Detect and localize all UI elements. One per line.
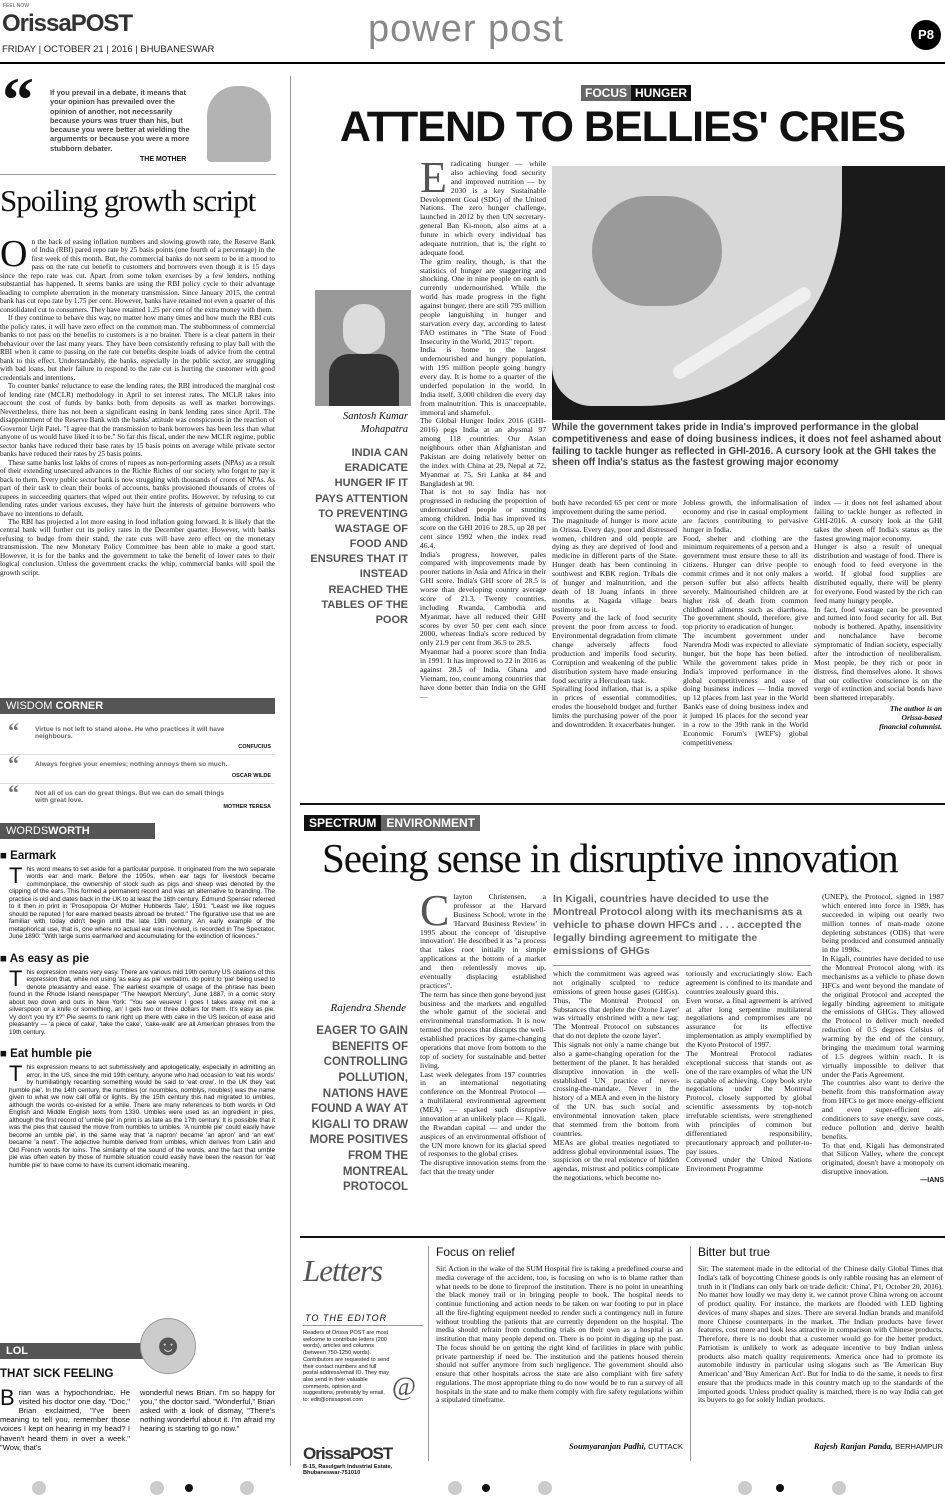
letter2-sign bbox=[698, 1441, 943, 1451]
wisdom-text: Not all of us can do great things. But we can do small things with great love. bbox=[35, 790, 225, 804]
reg-dot bbox=[240, 1481, 254, 1495]
hunger-byline: Santosh Kumar Mohapatra bbox=[342, 411, 408, 435]
wisdom-label-b: CORNER bbox=[55, 700, 104, 712]
innovation-byline: Rajendra Shende bbox=[330, 1002, 406, 1014]
quote-mark-icon: “ bbox=[8, 751, 19, 776]
shirt-shape bbox=[329, 354, 399, 406]
innovation-callout: In Kigali, countries have decided to use the Montreal Protocol along with its mechanisms as a vehicle to phase down HFCs and . . . accepted the legally binding agreement to mitigate the emissions of GHGs bbox=[553, 893, 803, 958]
word-entry bbox=[0, 850, 275, 941]
letter1-place: CUTTACK bbox=[648, 1442, 683, 1451]
drop-cap: E bbox=[420, 153, 447, 202]
rule bbox=[553, 965, 811, 966]
word-entry bbox=[0, 953, 275, 1036]
hunger-pull-quote: INDIA CAN ERADICATE HUNGER IF IT PAYS ATTENTION TO PREVENTING WASTAGE OF FOOD AND ENSURES THAT IT INSTEAD REACHED THE TABLES OF THE POOR bbox=[310, 447, 408, 626]
hunger-c4: index — it does not feel ashamed about failing to tackle hunger as reflected in GHI-2016. A cursory look at the GHI takes the sheen off India's status as the fastest growing major economy. Hunger is also a result of unequal distribution and wastage of food. There is enough food to feed everyone in the world. If global food supplies are distributed equally, there will be plenty for everyone. Food wasted by the rich can feed many hungry people. In fact, food wastage can be prevented and turned into food security for all. But nobody is bothered. Apathy, insensitivity and nonchalance have become symptomatic of Indian society, especially after the introduction of neoliberalism. Most people, be they rich or poor in distress, find themselves alone. It shows that our collective conscience is on the verge of extinction and social bonds have been shattered irreparably. bbox=[814, 498, 942, 703]
lol-col1 bbox=[0, 1385, 130, 1452]
wisdom-item bbox=[0, 780, 275, 814]
drop-cap: T bbox=[9, 863, 23, 888]
rule bbox=[303, 1325, 423, 1326]
word-text-body: his expression means to act submissively and apologetically, especially in admitting an error. In the US, since the mid 19th century, anyone who had occasion to 'eat his words' by humiliatingly recanting something would be said to 'eat crow'. In the UK they 'eat humble pie'. In the 14th century, the numbles (or noumbles, nomblys, noubles) was the name given to what we now call offal or lights. By the 15th century this had migrated to umbles, although the words co-existed for a while. There are many references to both words in Old English and Middle English texts from 1330. Umbles were used as an ingredient in pies, although the first record of 'umble pie' in print is as late as the 17th century. It is possible that it was the pies that caused the move from numbles to umbles. 'A numble pie' could easily have become an umble pie', in the same way that 'a napron' became 'an apron' and 'an ewt' became 'a newt'. The adjective humble derived from umbles, which derives from Latin and Old French words for loins. The similarity of the sound of the words, and the fact that umble pie was often eaten by those of humble situation could easily have been the reason for 'eat humble pie' to have come to have its current idiomatic meaning. bbox=[9, 1064, 275, 1169]
spectrum-tag-b: ENVIRONMENT bbox=[381, 815, 480, 831]
author-note-a: The author is an bbox=[889, 704, 942, 714]
letters-brand-pre: Orissa bbox=[303, 1444, 350, 1463]
reg-dot bbox=[738, 1481, 752, 1495]
photo-caption: While the government takes pride in India's improved performance in the global competitiveness and ease of doing business indices, it does not feel ashamed about failing to tackle hunger as reflected in GHI-2016. A cursory look at the GHI takes the sheen off India's status as the fastest growing major economy bbox=[552, 422, 942, 469]
laughing-face-icon: ☻ bbox=[140, 1318, 196, 1374]
wisdom-item bbox=[0, 751, 275, 783]
wisdom-list bbox=[0, 718, 275, 814]
rule bbox=[0, 174, 276, 175]
quote-mark-icon: “ bbox=[8, 780, 19, 805]
spectrum-tag-a: SPECTRUM bbox=[309, 816, 377, 830]
author-note bbox=[814, 705, 942, 732]
email-at-icon: @ bbox=[392, 1372, 416, 1401]
author-portrait bbox=[315, 290, 411, 406]
lol-title: THAT SICK FEELING bbox=[0, 1368, 114, 1380]
mother-portrait bbox=[207, 86, 271, 162]
letter1-text: Sir: Action in the wake of the SUM Hospital fire is taking a predefined course and media coverage of the accident, too, is focusing on who is to blame rather than what needs to be done to fireproof the institution. There is no point in unearthing the black money trail or in bringing people to book. The hospital needs to continue functioning and action needs to be taken on war footing to put in place all the fire-fighting equipment needed to render such a contingency null in future without troubling the patients that are currently dependent on the hospital. The media should refrain from conducting trials on their own as a hospital is an institution that many people depend on. There is no point in digging up the past. The focus should be on getting the right kind of facilities in place with public private partnership if need be. The institution and the patients housed therein should not suffer anymore from such negligence. The government should also ensure that other hospitals across the state are also compliant with fire safety regulations. The most appropriate thing to do now would be to run a survey of all hospitals in the state and to make them comply with fire safety regulations within a stipulated timeframe. bbox=[436, 1264, 683, 1405]
brand-post: POST bbox=[70, 10, 133, 37]
reg-dot bbox=[185, 1484, 193, 1492]
registration-marks bbox=[0, 1478, 945, 1496]
masthead-rule bbox=[0, 62, 945, 64]
reg-dot bbox=[776, 1484, 784, 1492]
reg-dot bbox=[32, 1481, 46, 1495]
wordsworth-header bbox=[0, 823, 155, 839]
letter1-sign-name: Soumyaranjan Padhi, bbox=[569, 1441, 646, 1451]
drop-cap: T bbox=[9, 965, 23, 991]
innovation-title: Seeing sense in disruptive innovation bbox=[322, 835, 898, 881]
drop-cap: T bbox=[9, 1061, 23, 1087]
lol-header: LOL bbox=[0, 1343, 160, 1359]
wisdom-corner-header bbox=[0, 698, 275, 714]
word-head-text: As easy as pie bbox=[9, 952, 90, 965]
reg-dot bbox=[832, 1481, 846, 1495]
ians-credit: —IANS bbox=[920, 1177, 944, 1184]
words-label-b: WORTH bbox=[48, 825, 90, 837]
wisdom-author: OSCAR WILDE bbox=[231, 773, 271, 779]
author-note-b: Orissa-based bbox=[901, 713, 942, 722]
wisdom-author: MOTHER TERESA bbox=[223, 804, 271, 810]
editorial-title: Spoiling growth script bbox=[0, 183, 256, 218]
focus-tag-b: HUNGER bbox=[635, 86, 688, 100]
drop-cap: O bbox=[0, 233, 28, 275]
drop-cap: C bbox=[420, 886, 450, 935]
editorial-p4: These same banks lost lakhs of crores of rupees as non-performing assets (NPAs) as a result of their extending unsecured advances to the Richie Riches of our society who forget to pay it back to them. Every public sector bank is now struggling with thousands of crores of NPAs. As part of their task to clean their books of accounts, banks provisioned thousands of crores of rupees in succeeding quarters that wiped out their entire profits. However, by refusing to cut lending rates under various excuses, they have hurt the interests of genuine borrowers who have no intentions to default. bbox=[0, 458, 275, 518]
word-text-body: his expression means very easy. There are various mid 19th century US citations of this expression that, while not using 'as easy as pie' verbatim, do point to 'pie' being used to denote pleasantry and ease. The earliest example of usage of the phrase has been found in the Rhode Island newspaper "The Newport Mercury", June 1887, in a comic story about two down and outs in New York: "You see veuever I goes I takes away mit me a silverspoon or a knife or something, an' I gets two or three dollars for them. It's easy as pie. Vy don't you try it?" Pie seems to rank right up there with cake in the US lexicon of ease and pleasantry — 'a piece of cake', 'take the cake', 'cake-walk' are all American phrases from the 19th century. bbox=[9, 968, 275, 1036]
letters-logo: Letters bbox=[303, 1253, 383, 1288]
word-text bbox=[0, 863, 275, 941]
focus-tag-a: FOCUS bbox=[581, 85, 631, 101]
wisdom-text: Always forgive your enemies; nothing annoys them so much. bbox=[35, 761, 228, 768]
word-head-text: Eat humble pie bbox=[10, 1048, 92, 1061]
spectrum-tag bbox=[304, 815, 480, 831]
innovation-pull-quote: EAGER TO GAIN BENEFITS OF CONTROLLING POLLUTION, NATIONS HAVE FOUND A WAY AT KIGALI TO DRAW MORE POSITIVES FROM THE MONTREAL PROTOCOL bbox=[309, 1025, 408, 1194]
hunger-col3: Jobless growth, the informalisation of economy and rise in casual employment are factors contributing to pervasive hunger in India. Food, shelter and clothing are the minimum requirements of a person and a government must ensure these to all its citizens. Hunger can drive people to commit crimes and it not only makes a person suffer but also affects health severely. Malnourished children are at higher risk of death from common childhood ailments such as diarrhoea. The government should, therefore, give top priority to eradication of hunger. The incumbent government under Narendra Modi was expected to alleviate hunger, but the hope has been belied. While the government takes pride in India's improved performance in the global competitiveness and ease of doing business indices — India moved up 12 places from last year in the World Bank's ease of doing business index and it jumped 16 places for the second year in a row to the 39th rank in the World Economic Forum's (WEF's) global competitiveness bbox=[683, 498, 808, 747]
drop-cap: B bbox=[0, 1385, 15, 1410]
lol-col2: wonderful news Brian. I'm so happy for you," the doctor said. "Wonderful," Brian asked with a look of dismay, "There's nothing wonderful about it. I'm afraid my hearing is starting to go now." bbox=[140, 1388, 276, 1434]
word-head bbox=[0, 850, 275, 862]
word-head bbox=[0, 1048, 275, 1060]
letter2-head: Bitter but true bbox=[698, 1245, 771, 1259]
innovation-col1 bbox=[420, 886, 546, 1177]
wordsworth-list bbox=[0, 850, 275, 1169]
lol-p1: rian was a hypochondriac. He visited his doctor one day. "Doc," Brian exclaimed, "I've been meaning to tell you, remember those voices I kept on hearing in my head? I haven't heard them in over a week." "Wow, that's bbox=[0, 1388, 130, 1452]
letters-info: Readers of Orissa POST are most welcome to contribute letters (200 words), articles and columns (between 750-1250 words). Contributors are requested to send their contact numbers and full postal address/email ID. They may also send in their valuable comments, opinion and suggestions, preferably by email, to: edit@orissapost.com bbox=[303, 1330, 390, 1404]
quote-mark-icon: “ bbox=[2, 64, 34, 135]
innovation-col4 bbox=[822, 893, 944, 1185]
hunger-title: ATTEND TO BELLIES' CRIES bbox=[339, 103, 906, 151]
hunger-col2: both have recorded 65 per cent or more improvement during the same period. The magnitude of hunger is more acute in Orissa. Every day, poor and distressed women, children and old people are dying as they are deprived of food and medicine in different parts of the State. Hunger death has been continuing in southwest and KBK region. Tribals die of hunger and malnutrition, and the death of 18 Juang infants in three months at Nagada village bears testimony to it. Poverty and the lack of food security prevent the poor from access to food. Environmental degradation from climate change adversely affects food production and imperils food security. Corruption and weakening of the public distribution system have made ensuring food security a Herculean task. Spiralling food inflation, that is, a spike in prices of essential commodities, erodes the household budget and further limits the purchasing power of the poor and downtrodden. It exacerbates hunger. bbox=[552, 498, 677, 729]
hunger-c1: radicating hunger — while also achieving food security and improved nutrition — by 2030 is a key Sustainable Development Goal (SDG) of the United Nations. The zero hunger challenge, launched in 2012 by then UN secretary-general Ban Ki-moon, also aims at a future in which every individual has adequate nutrition, that is, the right to adequate food. The grim reality, though, is that the statistics of hunger are staggering and shocking. One in nine people on earth is currently undernourished. While the world has made progress in the fight against hunger, there are still 795 million people languishing in hunger and starvation every day, according to latest FAO estimates in "The State of Food Insecurity in the World, 2015" report. India is home to the largest undernourished and hungry population, with 195 million people going hungry every day. It is home to a quarter of the underfed population in the world. In India itself, 3,000 children die every day from malnutrition. This is unacceptable, immoral and shameful. The Global Hunger Index 2016 (GHI-2016) pegs India at an abysmal 97 among 118 countries. Our Asian neighbours other than Afghanistan and Pakistan are doing relatively better on the index with China at 29, Nepal at 72, Myanmar at 75, Sri Lanka at 84 and Bangladesh at 90. That is not to say India has not progressed in reducing the proportion of undernourished people or stunting among children. India has improved its score on the GHI 2016 to 28.5, up 28 per cent since 1992 when the index read 46.4. India's progress, however, pales compared with improvements made by poorer nations in Asia and Africa in their GHI score. India's GHI score of 28.5 is worse than developing country average score of 21.3. Twenty countries, including Rwanda, Cambodia and Myanmar, have all reduced their GHI scores by over 50 per cent each since 2000, whereas India's score reduced by only 21.9 per cent from 36.5 to 28.5. Myanmar had a poorer score than India in 1991. It has improved to 22 in 2016 as against 28.5 of India. Ghana and Vietnam, too, count among countries that have done better than India on the GHI — bbox=[420, 159, 546, 701]
bullet-square-icon: ■ bbox=[0, 952, 7, 965]
hunger-col4 bbox=[814, 499, 942, 732]
letter1-head: Focus on relief bbox=[436, 1245, 515, 1259]
brand-pre: Orissa bbox=[2, 10, 71, 37]
letter2-text: Sir: The statement made in the editorial of the Chinese daily Global Times that India's talk of boycotting Chinese goods is only rabble rousing has an element of truth in it ('Indians can only bark on trade deficit: China', P1, October 20, 2016). No matter how loudly we may deny it, we cannot prove China wrong on account of product quality. For instance, the markets are flooded with LED lighting devices of many shapes and sizes. There are several Indian brands and manifold more Chinese counterparts in the market. The Indian products have fewer features, cost more and look less attractive in comparison with Chinese products. Therefore, there is no doubt that a customer would go for the better product. Patriotism is unlikely to work as adequate incentive to buy Indian unless products also match quality requirements. America once had to promote its automobile industry in particular using slogans such as 'Be American Buy American' and 'Buy American Act'. But for India to do the same, it needs to first ensure that the products made in this country match up to the standards of the imported goods. Unless product quality is matched, there is no way India can get its buyers to go for solely Indian products. bbox=[698, 1264, 943, 1405]
quote-mark-icon: “ bbox=[8, 718, 19, 743]
rule bbox=[300, 1236, 945, 1238]
bullet-square-icon: ■ bbox=[0, 1048, 7, 1061]
editorial-body bbox=[0, 233, 275, 577]
reg-dot bbox=[538, 1481, 552, 1495]
letters-brand-post: POST bbox=[349, 1444, 393, 1463]
author-note-c: financial columnist. bbox=[879, 721, 942, 731]
editorial-p1: n the back of easing inflation numbers and slowing growth rate, the Reserve Bank of India (RBI) pared repo rate by 25 basis points (one fourth of a percentage) in the first week of this month. But, the commercial banks do not seem to be in a mood to pass on the rate cut benefit to customers and borrowers even though it is 15 days since the repo rate was cut. Apart from some token exercises by a few lenders, nothing substantial has happened. It seems banks are using the RBI policy cycle to their advantage leading to complete aberration in the monetary transmission. Since January 2015, the central bank has cut repo rate by 1.75 per cent. However, banks have retained not even a quarter of this consolidated cut to consumers. They have retained 1.25 per cent of the extra money with them. bbox=[0, 238, 275, 314]
food-shape bbox=[592, 196, 722, 306]
word-head-text: Earmark bbox=[10, 850, 57, 862]
reg-dot bbox=[482, 1484, 490, 1492]
letter2-sign-name: Rajesh Ranjan Panda, bbox=[813, 1441, 893, 1451]
reg-dot bbox=[448, 1481, 462, 1495]
editorial-p5: The RBI has projected a lot more easing in food inflation going forward. It is likely that the central bank will further cut its policy rates in the December quarter. However, with banks refusing to budge from their stand, the rate cuts will have zero effect on the monetary transmission. The new Monetary Policy Committee has been able to make a good start. However, it is for the banks and the government to take the benefit of lower rates to their logical conclusion. Unless the government cracks the whip, commercial banks will spoil the growth script. bbox=[0, 517, 275, 577]
letter1-sign bbox=[436, 1441, 683, 1451]
word-entry bbox=[0, 1048, 275, 1169]
words-label-a: WORDS bbox=[6, 825, 49, 837]
letters-to-editor: TO THE EDITOR bbox=[305, 1313, 388, 1323]
food-plate-photo bbox=[552, 166, 945, 420]
brand-logo bbox=[2, 10, 132, 38]
innovation-col2: which the commitment was agreed was not originally sculpted to reduce emissions of green house gases (GHGs). Thus, 'The Montreal Protocol on Substances that deplete the Ozone Layer' was virtually enshrined with a new tag: 'The Montreal Protocol on substances that do not deplete the ozone layer'. This signals not only a name change but also a game-changing operation for the betterment of the planet. It has heralded disruptive innovation in the well-established UN practice of never-crossing-the-mandate. Never in the history of a MEA and even in the history of the UN has such social and environmental innovation taken place that stemmed from the bottom from countries. MEAs are global treaties negotiated to address global environmental issues. The suspicion or the real existence of hidden agendas, mistrust and politics complicate the negotiations, which become no- bbox=[553, 969, 679, 1183]
quote-author: THE MOTHER bbox=[140, 156, 187, 163]
wisdom-text: Virtue is not left to stand alone. He who practices it will have neighbours. bbox=[35, 726, 225, 740]
editorial-p3: To counter banks' reluctance to ease the lending rates, the RBI introduced the marginal cost of lending rate (MCLR) methodology in April to set interest rates. The MCLR takes into account the cost of funds by banks both from deposits as well as market borrowings. Nevertheless, there has not been a significant easing in bank lending rates since April. The disappointment of the Reserve Bank with the banks' attitude was conspicuous in the reaction of Governor Urjit Patel. "I agree that the transmission to bank borrowers has been less than what anyone of us would have liked it to be." So far this fiscal, under the new MCLR regime, public sector banks have reduced their base rates by 15 basis points on average while private sector banks have reduced their rates by 25 basis points. bbox=[0, 382, 275, 459]
word-text-body: his word means to set aside for a particular purpose. It originated from the two separate words ear and mark. Before the 1950s, when ear tags for livestock became commonplace, the ownership of stock such as pigs and sheep was denoted by the clipping of the ears. This formed a permanent record and was an alternative to branding. The practice is old and dates back in the UK to at least the 16th century. Edmund Spenser referred to it then in print in 'Prosopopoia Or Mother Hubberds Tale', 1591: "Least we like rogues should be reputed | for eare marked beasts abroad be bruted." The figurative use that we are familiar with today didn't begin until the late 19th century. An early example of the metaphorical use, that is, one where no actual ear was involved, is recorded in The Spectator, June 1890: "With large sums earmarked and accumulating for the extinction of licences." bbox=[9, 866, 275, 941]
letter2-place: BERHAMPUR bbox=[895, 1442, 943, 1451]
hunger-col1 bbox=[420, 153, 546, 701]
brand-tag: FEEL NOW bbox=[3, 3, 29, 9]
dateline: FRIDAY | OCTOBER 21 | 2016 | BHUBANESWAR bbox=[2, 44, 215, 55]
quote-box bbox=[0, 64, 275, 166]
masthead bbox=[0, 0, 945, 60]
bullet-square-icon: ■ bbox=[0, 850, 7, 862]
face-shape bbox=[343, 304, 385, 354]
innovation-c4: (UNEP), the Protocol, signed in 1987 which entered into force in 1989, has succeeded in wiping out nearly two million tonnes of man-made ozone depleting substances (ODS) that were being produced and consumed annually in the 1990s. In Kigali, countries have decided to use the Montreal Protocol along with its mechanisms as a vehicle to phase down HFCs and went beyond the mandate of the original Protocol and accepted the legally binding agreement to mitigate the emissions of GHGs. They allowed the Protocol to deliver much needed reduction of 0.5 degrees Celsius of warming by the end of the century, bringing the maximum total warming of 1.5 degrees within reach. It is virtually impossible to deliver that under the Paris Agreement. The countries also want to derive the benefit from this transformation away from HFCs to get more energy-efficient and even super-efficient air-conditioners to save energy, save costs, reduce pollution and derive health benefits. To that end, Kigali has demonstrated that Silicon Valley, where the concept originated, doesn't have a monopoly on disruptive innovation. bbox=[822, 892, 944, 1177]
letters-address: B-15, Rasulgarh Industrial Estate, Bhubaneswar-751010 bbox=[303, 1464, 393, 1476]
column-rule bbox=[290, 76, 291, 1466]
word-text bbox=[0, 965, 275, 1036]
wisdom-label-a: WISDOM bbox=[6, 700, 53, 712]
wisdom-author: CONFUCIUS bbox=[238, 744, 271, 750]
section-title: power post bbox=[368, 8, 564, 50]
wisdom-item bbox=[0, 718, 275, 754]
word-head bbox=[0, 953, 275, 965]
rule bbox=[300, 803, 945, 805]
innovation-col3: toriously and excruciatingly slow. Each agreement is confined to its mandate and countries zealously guard this. Even worse, a final agreement is arrived at after long serpentine multilateral negotiations and compromises are no assurance for its effective implementation as amply exemplified by the Kyoto Protocol of 1997. The Montreal Protocol radiates exceptional success that stands out as one of the rare examples of what the UN is capable of achieving. Copy book style negotiations under the Montreal Protocol, closely supported by global scientific assessments by top-notch irrefutable scientists, were strengthened with principles of common but differentiated responsibility, precautionary approach and polluter-to-pay issues. Convened under the United Nations Environment Programme bbox=[686, 969, 812, 1174]
column-rule bbox=[690, 1246, 691, 1461]
innovation-c1: layton Christensen, a professor at the Harvard Business School, wrote in the 'Harvard Business Review' in 1995 about the concept of 'disruptive innovation'. He described it as "a process that takes root initially in simple applications at the bottom of a market and then relentlessly moves up, eventually displacing established practices". The term has since then gone beyond just business and the markets and engulfed the whole gamut of the societal and environmental transformation. It is now termed the process that disrupts the well-established practices by game-changing operations that move from bottom to the top of society for sustainable and better living. Last week delegates from 197 countries in an international negotiating conference on the Montreal Protocol — a multilateral environmental agreement (MEA) — sparked such disruptive innovation at an unlikely place — Kigali, the Rwandan capital — and under the auspices of an environmental offshoot of the UN more known for its glacial speed of responses to the global crises. The disruptive innovation stems from the fact that the treaty under bbox=[420, 892, 546, 1177]
word-text bbox=[0, 1061, 275, 1169]
quote-text: If you prevail in a debate, it means that your opinion has prevailed over the opinion of another, not necessarily because yours was truer than his, but because you were better at wielding the arguments or because you were a more stubborn debater. bbox=[50, 88, 190, 153]
focus-tag bbox=[581, 85, 691, 101]
page-number: P8 bbox=[911, 20, 941, 50]
column-rule bbox=[428, 1246, 429, 1461]
letters-brand bbox=[303, 1444, 392, 1464]
editorial-p2: If they continue to behave this way, no matter how many times and how much the RBI cuts the policy rates, it will have zero effect on the common man. The stubbornness of commercial banks to not pass on the benefits to customers is a no brainer. There is a clear pattern in their behaviour over the last many years. They have been consistently refusing to play ball with the RBI when it came to passing on the rate cut benefits despite loads of advice from the central bank to this effect. Understandably, the banks, especially in the public sector, are struggling with bad loans, but their failure to respond to the rate cut is hurting the customer with good credentials and intentions. bbox=[0, 314, 275, 382]
reg-dot bbox=[150, 1481, 164, 1495]
